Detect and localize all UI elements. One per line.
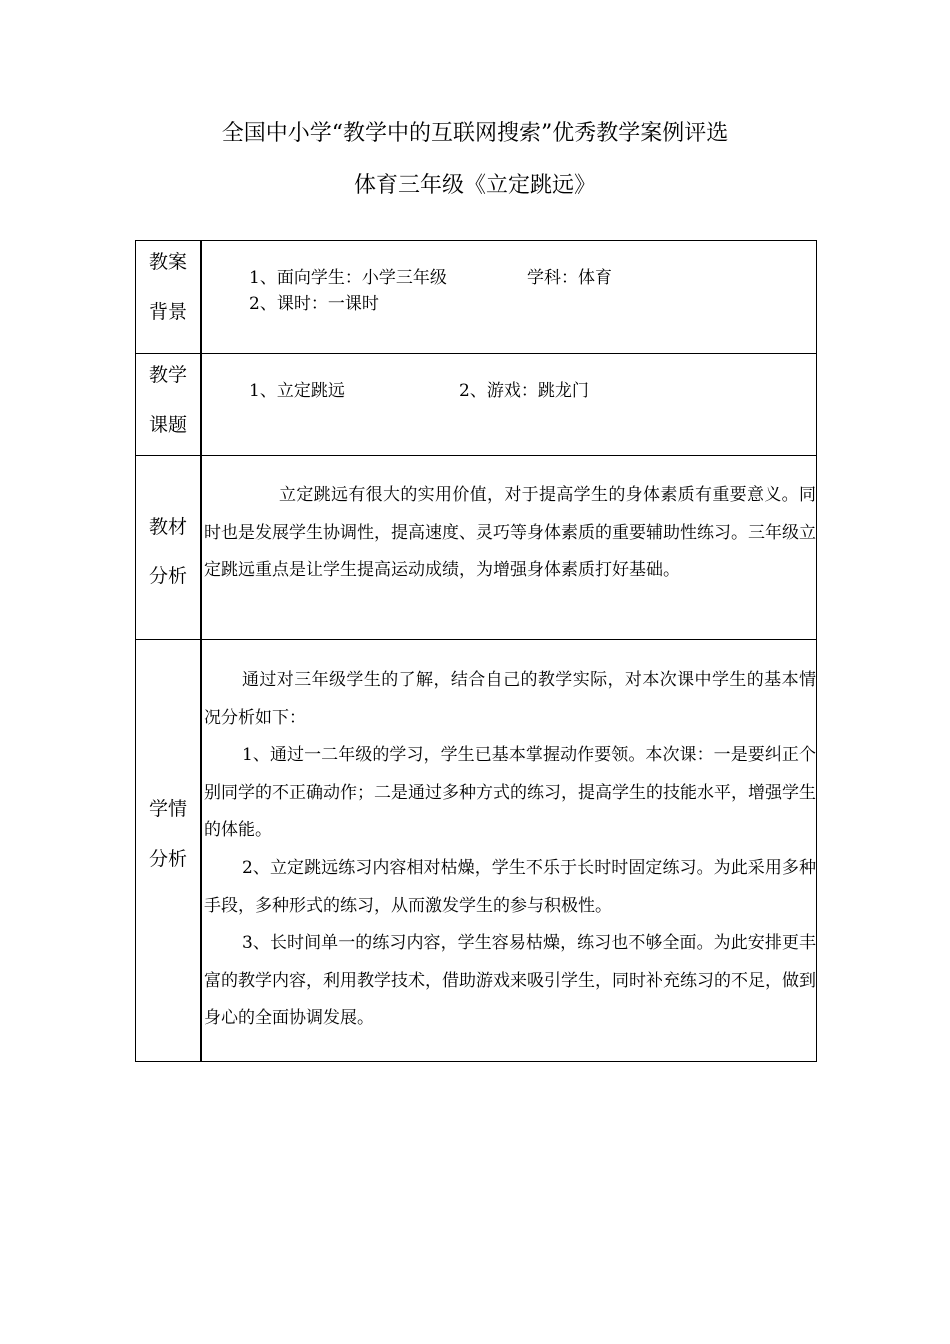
row-material xyxy=(136,455,816,639)
row-topic xyxy=(136,353,816,455)
student-analysis-paragraph: 3、长时间单一的练习内容，学生容易枯燥，练习也不够全面。为此安排更丰富的教学内容，利用教学技术，借助游戏来吸引学生，同时补充练习的不足，做到身心的全面协调发展。 xyxy=(204,933,816,1028)
student-analysis-paragraph: 1、通过一二年级的学习，学生已基本掌握动作要领。本次课：一是要纠正个别同学的不正确动作；二是通过多种方式的练习，提高学生的技能水平，增强学生的体能。 xyxy=(204,745,816,840)
student-analysis-paragraph: 通过对三年级学生的了解，结合自己的教学实际，对本次课中学生的基本情况分析如下： xyxy=(204,670,816,728)
label-line: 课题 xyxy=(148,414,187,436)
label-line: 分析 xyxy=(148,848,187,870)
row-label xyxy=(136,354,202,455)
topic-item-2: 2、游戏：跳龙门 xyxy=(459,381,589,401)
row-label xyxy=(136,456,202,639)
subject-text: 学科：体育 xyxy=(527,268,612,288)
row-content xyxy=(204,640,816,1061)
row-students xyxy=(136,639,816,1061)
material-analysis-paragraph: 立定跳远有很大的实用价值，对于提高学生的身体素质有重要意义。同时也是发展学生协调性，提高速度、灵巧等身体素质的重要辅助性练习。三年级立定跳远重点是让学生提高运动成绩，为增强身体素质打好基础。 xyxy=(204,485,816,580)
target-students-text: 1、面向学生：小学三年级 xyxy=(249,268,447,288)
label-line: 教案 xyxy=(148,251,187,273)
label-line: 背景 xyxy=(148,301,187,323)
row-content xyxy=(204,456,816,639)
row-content xyxy=(204,241,816,353)
label-line: 教材 xyxy=(148,516,187,538)
row-content xyxy=(204,354,816,455)
row-background xyxy=(136,241,816,353)
label-line: 教学 xyxy=(148,364,187,386)
student-analysis-paragraph: 2、立定跳远练习内容相对枯燥，学生不乐于长时时固定练习。为此采用多种手段，多种形式的练习，从而激发学生的参与积极性。 xyxy=(204,858,816,916)
row-label xyxy=(136,241,202,353)
label-line: 学情 xyxy=(148,798,187,820)
lesson-plan-table xyxy=(135,240,817,1062)
row-label xyxy=(136,640,202,1061)
topic-item-1: 1、立定跳远 xyxy=(249,381,345,401)
document-subtitle: 体育三年级《立定跳远》 xyxy=(353,173,596,198)
document-title: 全国中小学“教学中的互联网搜索”优秀教学案例评选 xyxy=(221,121,729,146)
label-line: 分析 xyxy=(148,565,187,587)
class-hours-text: 2、课时：一课时 xyxy=(249,294,379,314)
